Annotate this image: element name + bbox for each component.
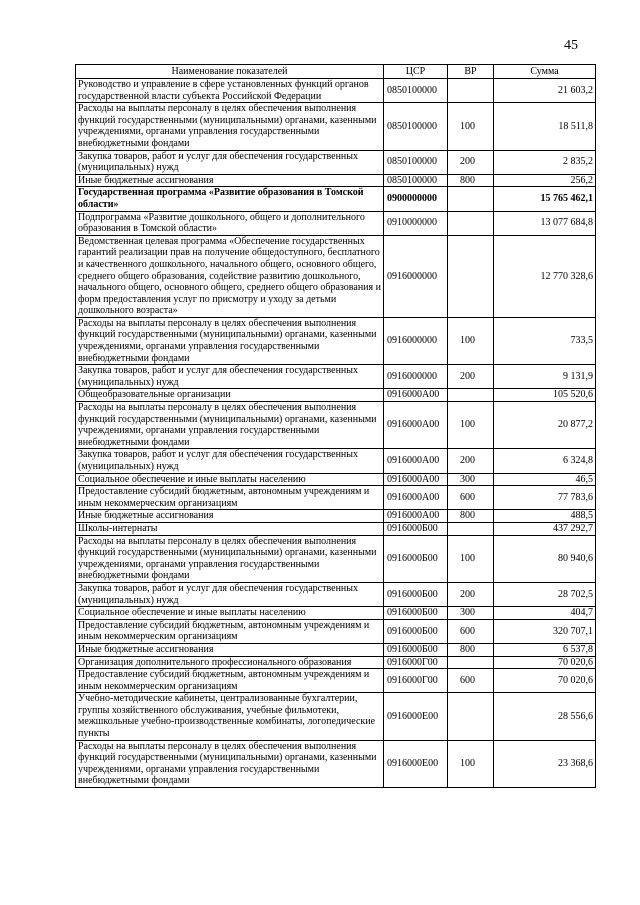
row-csr: 0916000E00 (384, 740, 448, 787)
row-sum: 12 770 328,6 (494, 235, 596, 317)
row-sum: 404,7 (494, 607, 596, 620)
row-sum: 2 835,2 (494, 150, 596, 174)
row-sum: 23 368,6 (494, 740, 596, 787)
row-vr: 100 (448, 740, 494, 787)
row-sum: 6 537,8 (494, 643, 596, 656)
header-sum: Сумма (494, 65, 596, 79)
table-body (76, 79, 596, 788)
row-name: Руководство и управление в сфере установленных функций органов государственной власти субъекта Российской Федерации (76, 79, 384, 103)
row-csr: 0916000A00 (384, 473, 448, 486)
row-vr: 600 (448, 619, 494, 643)
row-vr: 800 (448, 174, 494, 187)
table-row (76, 510, 596, 523)
table-row (76, 535, 596, 582)
table-row (76, 174, 596, 187)
row-vr (448, 79, 494, 103)
row-sum: 320 707,1 (494, 619, 596, 643)
row-name: Ведомственная целевая программа «Обеспечение государственных гарантий реализации прав на получение общедоступного, бесплатного и качественного дошкольного, начального общего, основного общего, среднего общего образования, содействие развитию дошкольного, начального общего, основного общего, среднего общего образования и форм предоставления услуг по присмотру и уходу за детьми дошкольного возраста» (76, 235, 384, 317)
row-csr: 0916000000 (384, 317, 448, 364)
row-vr: 100 (448, 535, 494, 582)
table-row (76, 582, 596, 606)
table-row (76, 619, 596, 643)
row-vr (448, 522, 494, 535)
row-csr: 0916000Б00 (384, 643, 448, 656)
table-row (76, 693, 596, 740)
row-sum: 13 077 684,8 (494, 211, 596, 235)
row-csr: 0916000Г00 (384, 656, 448, 669)
row-sum: 21 603,2 (494, 79, 596, 103)
table-row (76, 669, 596, 693)
table-row (76, 235, 596, 317)
page-number: 45 (564, 38, 578, 53)
row-sum: 9 131,9 (494, 365, 596, 389)
row-vr: 600 (448, 669, 494, 693)
row-sum: 15 765 462,1 (494, 187, 596, 211)
row-name: Школы-интернаты (76, 522, 384, 535)
row-csr: 0916000A00 (384, 449, 448, 473)
row-csr: 0916000Б00 (384, 607, 448, 620)
row-name: Предоставление субсидий бюджетным, автономным учреждениям и иным некоммерческим организациям (76, 619, 384, 643)
row-csr: 0916000Б00 (384, 582, 448, 606)
row-vr (448, 389, 494, 402)
row-name: Расходы на выплаты персоналу в целях обеспечения выполнения функций государственными (муниципальными) органами, казенными учреждениями, органами управления государственными внебюджетными фондами (76, 402, 384, 449)
row-csr: 0916000Г00 (384, 669, 448, 693)
row-csr: 0916000A00 (384, 486, 448, 510)
table-row (76, 150, 596, 174)
row-vr: 300 (448, 473, 494, 486)
table-row (76, 79, 596, 103)
row-sum: 6 324,8 (494, 449, 596, 473)
header-name: Наименование показателей (76, 65, 384, 79)
row-csr: 0850100000 (384, 174, 448, 187)
row-name: Общеобразовательные организации (76, 389, 384, 402)
row-csr: 0916000E00 (384, 693, 448, 740)
row-name: Закупка товаров, работ и услуг для обеспечения государственных (муниципальных) нужд (76, 150, 384, 174)
row-vr: 200 (448, 365, 494, 389)
row-sum: 20 877,2 (494, 402, 596, 449)
row-vr: 100 (448, 317, 494, 364)
table-row (76, 103, 596, 150)
row-name: Иные бюджетные ассигнования (76, 510, 384, 523)
row-name: Иные бюджетные ассигнования (76, 643, 384, 656)
row-name: Расходы на выплаты персоналу в целях обеспечения выполнения функций государственными (муниципальными) органами, казенными учреждениями, органами управления государственными внебюджетными фондами (76, 740, 384, 787)
row-sum: 28 702,5 (494, 582, 596, 606)
table-row (76, 211, 596, 235)
row-name: Организация дополнительного профессионального образования (76, 656, 384, 669)
budget-table (75, 64, 596, 788)
row-csr: 0916000000 (384, 365, 448, 389)
row-vr: 200 (448, 582, 494, 606)
row-sum: 437 292,7 (494, 522, 596, 535)
table-row (76, 473, 596, 486)
row-vr: 200 (448, 449, 494, 473)
row-csr: 0916000Б00 (384, 535, 448, 582)
row-sum: 70 020,6 (494, 656, 596, 669)
row-vr: 100 (448, 103, 494, 150)
row-sum: 105 520,6 (494, 389, 596, 402)
row-name: Закупка товаров, работ и услуг для обеспечения государственных (муниципальных) нужд (76, 582, 384, 606)
table-row (76, 522, 596, 535)
table-row (76, 389, 596, 402)
row-vr (448, 235, 494, 317)
row-name: Закупка товаров, работ и услуг для обеспечения государственных (муниципальных) нужд (76, 365, 384, 389)
row-sum: 80 940,6 (494, 535, 596, 582)
row-csr: 0850100000 (384, 150, 448, 174)
row-vr (448, 211, 494, 235)
row-name: Расходы на выплаты персоналу в целях обеспечения выполнения функций государственными (муниципальными) органами, казенными учреждениями, органами управления государственными внебюджетными фондами (76, 535, 384, 582)
row-name: Иные бюджетные ассигнования (76, 174, 384, 187)
table-row (76, 607, 596, 620)
row-csr: 0916000Б00 (384, 522, 448, 535)
row-sum: 488,5 (494, 510, 596, 523)
table-row (76, 643, 596, 656)
row-name: Учебно-методические кабинеты, централизованные бухгалтерии, группы хозяйственного обслуживания, учебные фильмотеки, межшкольные учебно-производственные комбинаты, логопедические пункты (76, 693, 384, 740)
row-sum: 256,2 (494, 174, 596, 187)
row-sum: 77 783,6 (494, 486, 596, 510)
row-sum: 733,5 (494, 317, 596, 364)
table-row (76, 740, 596, 787)
row-vr (448, 693, 494, 740)
row-csr: 0910000000 (384, 211, 448, 235)
table-header-row (76, 65, 596, 79)
row-name: Государственная программа «Развитие образования в Томской области» (76, 187, 384, 211)
row-csr: 0916000000 (384, 235, 448, 317)
row-vr: 800 (448, 510, 494, 523)
row-csr: 0916000A00 (384, 510, 448, 523)
row-name: Социальное обеспечение и иные выплаты населению (76, 473, 384, 486)
row-csr: 0850100000 (384, 79, 448, 103)
row-name: Расходы на выплаты персоналу в целях обеспечения выполнения функций государственными (муниципальными) органами, казенными учреждениями, органами управления государственными внебюджетными фондами (76, 103, 384, 150)
row-name: Подпрограмма «Развитие дошкольного, общего и дополнительного образования в Томской области» (76, 211, 384, 235)
row-sum: 70 020,6 (494, 669, 596, 693)
row-vr (448, 656, 494, 669)
row-name: Предоставление субсидий бюджетным, автономным учреждениям и иным некоммерческим организациям (76, 669, 384, 693)
table-row (76, 402, 596, 449)
row-vr: 600 (448, 486, 494, 510)
header-vr: ВР (448, 65, 494, 79)
row-name: Социальное обеспечение и иные выплаты населению (76, 607, 384, 620)
table-row (76, 486, 596, 510)
table-row (76, 656, 596, 669)
table-row (76, 449, 596, 473)
row-vr (448, 187, 494, 211)
row-vr: 800 (448, 643, 494, 656)
table-row (76, 317, 596, 364)
row-vr: 200 (448, 150, 494, 174)
row-csr: 0916000Б00 (384, 619, 448, 643)
row-vr: 300 (448, 607, 494, 620)
row-csr: 0916000A00 (384, 402, 448, 449)
row-csr: 0916000A00 (384, 389, 448, 402)
row-vr: 100 (448, 402, 494, 449)
row-sum: 28 556,6 (494, 693, 596, 740)
row-csr: 0900000000 (384, 187, 448, 211)
row-sum: 18 511,8 (494, 103, 596, 150)
table-row (76, 365, 596, 389)
row-name: Предоставление субсидий бюджетным, автономным учреждениям и иным некоммерческим организациям (76, 486, 384, 510)
row-name: Расходы на выплаты персоналу в целях обеспечения выполнения функций государственными (муниципальными) органами, казенными учреждениями, органами управления государственными внебюджетными фондами (76, 317, 384, 364)
header-csr: ЦСР (384, 65, 448, 79)
row-sum: 46,5 (494, 473, 596, 486)
row-name: Закупка товаров, работ и услуг для обеспечения государственных (муниципальных) нужд (76, 449, 384, 473)
table-row (76, 187, 596, 211)
row-csr: 0850100000 (384, 103, 448, 150)
